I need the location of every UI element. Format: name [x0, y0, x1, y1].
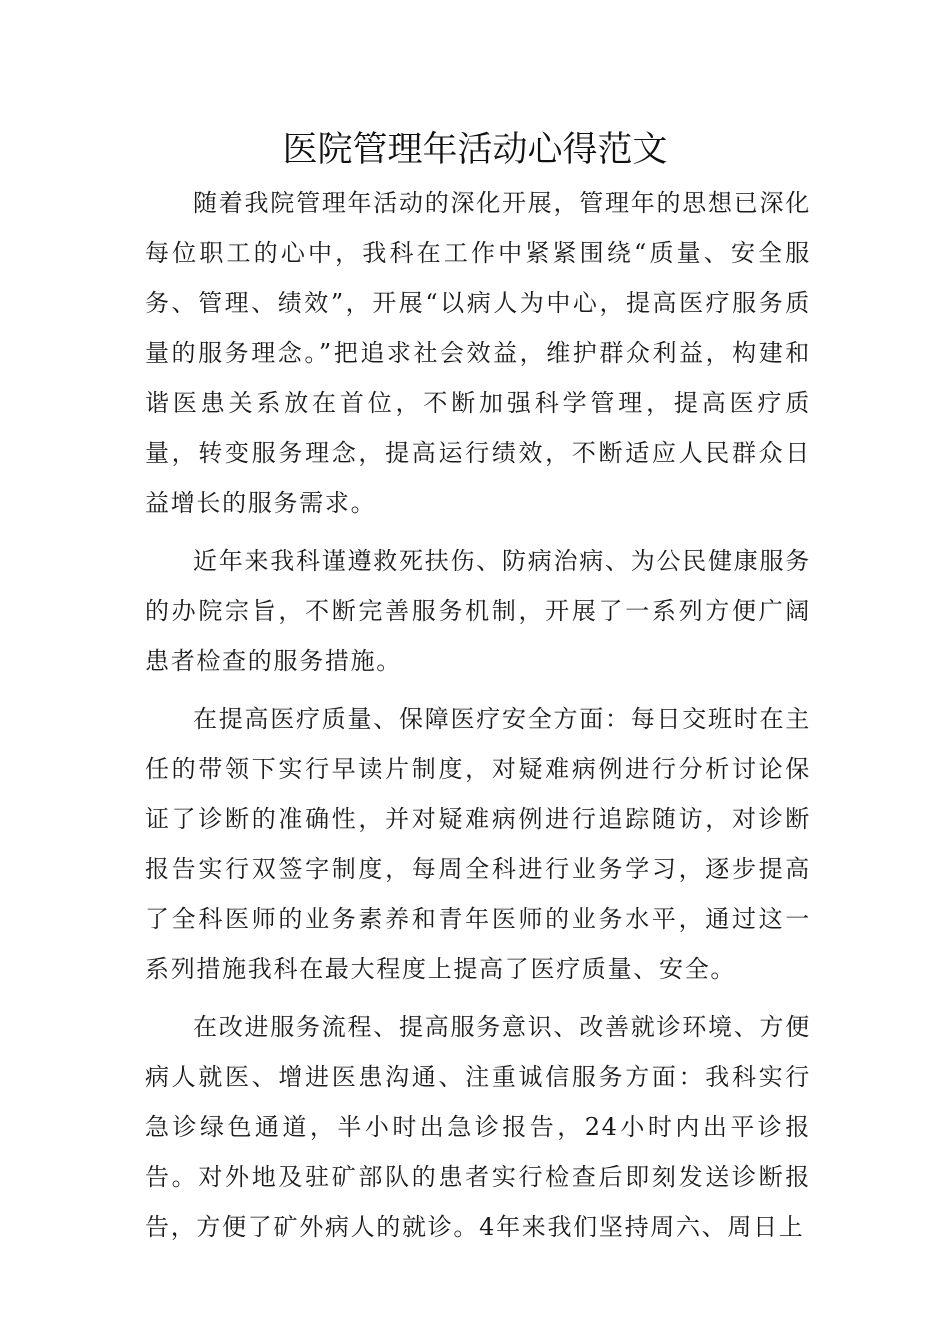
paragraph-3: 在提高医疗质量、保障医疗安全方面：每日交班时在主任的带领下实行早读片制度，对疑难病例进行分析讨论保证了诊断的准确性，并对疑难病例进行追踪随访，对诊断报告实行双签字制度，每周全科进行业务学习，逐步提高了全科医师的业务素养和青年医师的业务水平，通过这一系列措施我科在最大程度上提高了医疗质量、安全。 [145, 705, 811, 983]
document-title: 医院管理年活动心得范文 [282, 130, 668, 170]
paragraph-2: 近年来我科谨遵救死扶伤、防病治病、为公民健康服务的办院宗旨，不断完善服务机制，开展了一系列方便广阔患者检查的服务措施。 [145, 547, 811, 675]
document-body [145, 178, 811, 1260]
paragraph-4: 在改进服务流程、提高服务意识、改善就诊环境、方便病人就医、增进医患沟通、注重诚信服务方面：我科实行急诊绿色通道，半小时出急诊报告，24小时内出平诊报告。对外地及驻矿部队的患者实行检查后即刻发送诊断报告，方便了矿外病人的就诊。4年来我们坚持周六、周日上 [145, 1013, 811, 1241]
paragraph-1: 随着我院管理年活动的深化开展，管理年的思想已深化每位职工的心中，我科在工作中紧紧围绕“质量、安全服务、管理、绩效”，开展“以病人为中心，提高医疗服务质量的服务理念。”把追求社会效益，维护群众利益，构建和谐医患关系放在首位，不断加强科学管理，提高医疗质量，转变服务理念，提高运行绩效，不断适应人民群众日益增长的服务需求。 [145, 189, 811, 517]
